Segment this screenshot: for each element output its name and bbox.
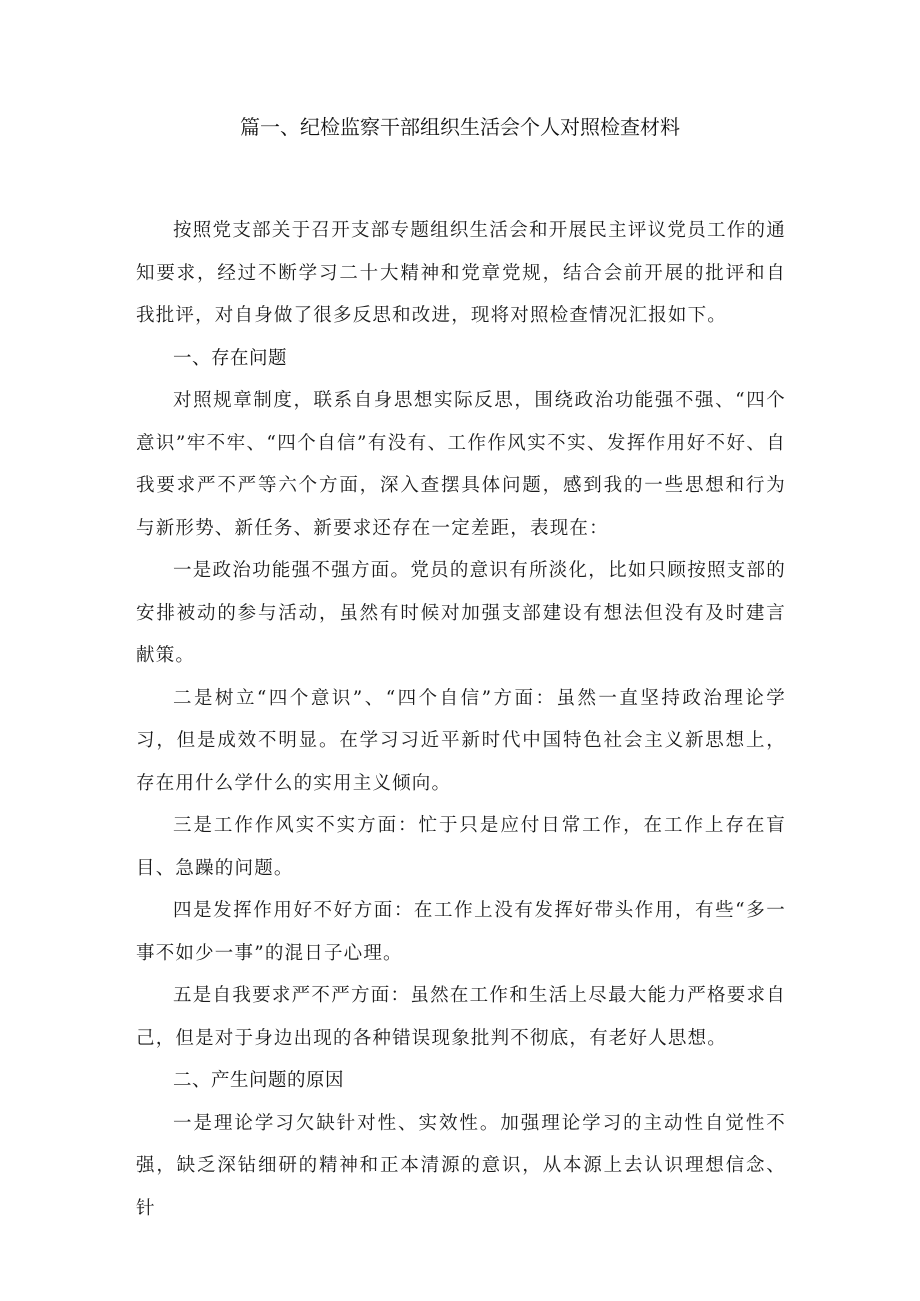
- paragraph-problems-overview: 对照规章制度，联系自身思想实际反思，围绕政治功能强不强、“四个意识”牢不牢、“四个自信”有没有、工作作风实不实、发挥作用好不好、自我要求严不严等六个方面，深入查摆具体问题，感到我的一些思想和行为与新形势、新任务、新要求还存在一定差距，表现在：: [136, 390, 786, 539]
- paragraph-problem-5: 五是自我要求严不严方面：虽然在工作和生活上尽最大能力严格要求自己，但是对于身边出现的各种错误现象批判不彻底，有老好人思想。: [136, 985, 786, 1049]
- paragraph-problem-1: 一是政治功能强不强方面。党员的意识有所淡化，比如只顾按照支部的安排被动的参与活动，虽然有时候对加强支部建设有想法但没有及时建言献策。: [136, 560, 786, 666]
- section-heading-causes: 二、产生问题的原因: [173, 1070, 345, 1091]
- paragraph-cause-1: 一是理论学习欠缺针对性、实效性。加强理论学习的主动性自觉性不强，缺乏深钻细研的精神和正本清源的意识，从本源上去认识理想信念、针: [136, 1112, 786, 1219]
- document-body: [136, 210, 786, 1230]
- paragraph-problem-3: 三是工作作风实不实方面：忙于只是应付日常工作，在工作上存在盲目、急躁的问题。: [136, 815, 786, 879]
- document-title: 篇一、纪检监察干部组织生活会个人对照检查材料: [240, 115, 680, 139]
- paragraph-problem-4: 四是发挥作用好不好方面：在工作上没有发挥好带头作用，有些“多一事不如少一事”的混日子心理。: [136, 900, 786, 964]
- paragraph-intro: 按照党支部关于召开支部专题组织生活会和开展民主评议党员工作的通知要求，经过不断学习二十大精神和党章党规，结合会前开展的批评和自我批评，对自身做了很多反思和改进，现将对照检查情况汇报如下。: [136, 220, 786, 326]
- paragraph-problem-2: 二是树立“四个意识”、“四个自信”方面：虽然一直坚持政治理论学习，但是成效不明显。在学习习近平新时代中国特色社会主义新思想上，存在用什么学什么的实用主义倾向。: [136, 687, 786, 794]
- section-heading-problems: 一、存在问题: [173, 347, 288, 369]
